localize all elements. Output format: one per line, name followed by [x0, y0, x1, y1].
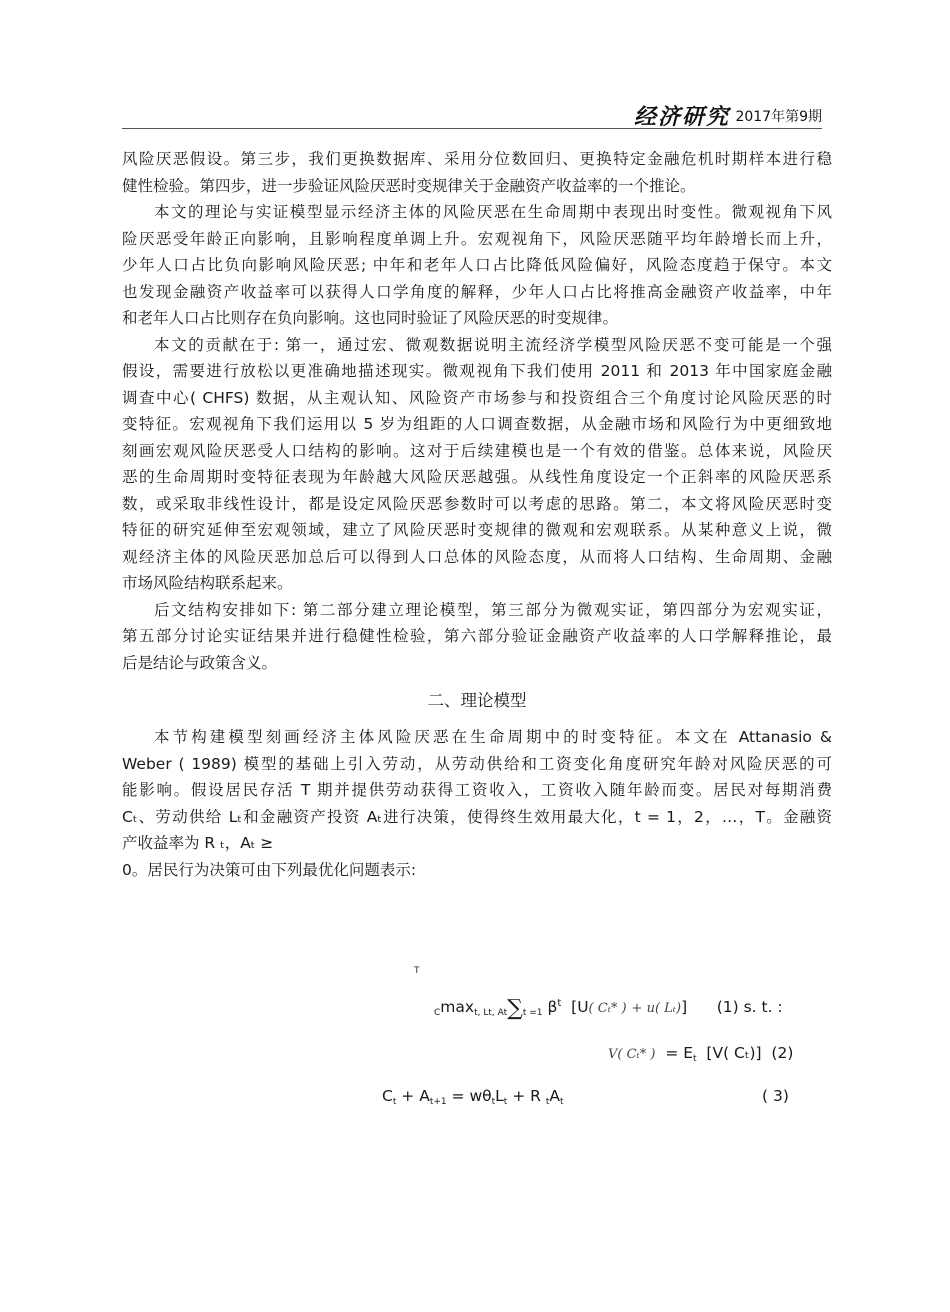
section-heading: 二、理论模型 [427, 691, 527, 710]
header-rule [122, 128, 822, 129]
text-line: 第五部分讨论实证结果并进行稳健性检验，第六部分验证金融资产收益率的人口学解释推论，最 [122, 627, 832, 645]
text-line: 0。居民行为决策可由下列最优化问题表示: [122, 860, 417, 879]
text-line: 健性检验。第四步，进一步验证风险厌恶时变规律关于金融资产收益率的一个推论。 [122, 176, 696, 195]
journal-name: 经济研究 [633, 104, 730, 130]
text-line: 调查中心( CHFS) 数据，从主观认知、风险资产市场参与和投资组合三个角度讨论风险厌恶的时 [122, 388, 832, 407]
text-line: 也发现金融资产收益率可以获得人口学角度的解释，少年人口占比将推高金融资产收益率，中年 [122, 282, 832, 301]
text-line: 产收益率为 R ₜ，Aₜ ≥ [122, 834, 274, 852]
eq1-beta-exponent: t [557, 997, 562, 1009]
text-line: 本文的理论与实证模型显示经济主体的风险厌恶在生命周期中表现出时变性。微观视角下风 [154, 203, 832, 221]
text-line: 险厌恶受年龄正向影响，且影响程度单调上升。宏观视角下，风险厌恶随平均年龄增长而上升， [122, 229, 832, 248]
equation-2 [608, 1044, 793, 1064]
paragraph-1 [122, 146, 832, 199]
eq3-a-sub: t+1 [429, 1097, 447, 1107]
eq2-sub: t [693, 1054, 697, 1064]
text-line: 数，或采取非线性设计，都是设定风险厌恶参数时可以考虑的思路。第二，本文将风险厌恶时变 [122, 494, 832, 513]
eq3-r: + R [507, 1087, 546, 1105]
text-line: Cₜ、劳动供给 Lₜ和金融资产投资 Aₜ进行决策，使得终生效用最大化，t = 1，2，…，T。金融资 [122, 807, 832, 826]
paragraph-4 [122, 597, 832, 677]
text-line: 变特征。宏观视角下我们运用以 5 岁为组距的人口调查数据，从金融市场和风险行为中更细致地 [122, 415, 832, 433]
text-line: 恶的生命周期时变特征表现为年龄越大风险厌恶越强。从线性角度设定一个正斜率的风险厌恶系 [122, 468, 832, 486]
equation-2-label: (2) [771, 1044, 794, 1062]
equation-1-upper-limit: T [414, 966, 420, 976]
text-line: Weber ( 1989) 模型的基础上引入劳动，从劳动供给和工资变化角度研究年龄对风险厌恶的可 [122, 754, 832, 773]
eq1-close: ] [681, 998, 688, 1016]
text-line: 风险厌恶假设。第三步，我们更换数据库、采用分位数回归、更换特定金融危机时期样本进行稳 [122, 150, 832, 168]
eq3-r-sub: t [545, 1097, 550, 1107]
text-line: 少年人口占比负向影响风险厌恶; 中年和老年人口占比降低风险偏好，风险态度趋于保守。本文 [122, 256, 832, 274]
article-body [122, 146, 832, 883]
text-line: 刻画宏观风险厌恶受人口结构的影响。这对于后续建模也是一个有效的借鉴。总体来说，风险厌 [122, 441, 832, 460]
text-line: 本节构建模型刻画经济主体风险厌恶在生命周期中的时变特征。本文在 Attanasio & [154, 728, 832, 746]
eq3-c: C [382, 1087, 393, 1105]
eq3-l-sub: t [503, 1097, 508, 1107]
equation-3-label: ( 3) [762, 1087, 789, 1105]
eq2-lhs: V( Cₜ* ) [608, 1047, 656, 1062]
sum-symbol: ∑ [507, 996, 523, 1021]
eq1-open: [U [571, 998, 589, 1016]
eq1-prefix: C [434, 1008, 441, 1018]
text-line: 市场风险结构联系起来。 [122, 574, 293, 592]
eq3-wtheta: = wθ [446, 1087, 492, 1105]
section-paragraph [122, 724, 832, 883]
paragraph-2 [122, 199, 832, 332]
eq1-beta: β [547, 998, 558, 1016]
text-line: 本文的贡献在于: 第一，通过宏、微观数据说明主流经济学模型风险厌恶不变可能是一个强 [154, 335, 832, 354]
eq1-plus-term: + u( Lₜ) [631, 1001, 682, 1016]
page-header [122, 100, 822, 130]
eq3-a2-sub: t [560, 1097, 564, 1107]
eq3-c-sub: t [392, 1097, 397, 1107]
equation-1-label: (1) s. t. : [716, 998, 783, 1016]
text-line: 后文结构安排如下: 第二部分建立理论模型，第三部分为微观实证，第四部分为宏观实证， [154, 600, 832, 619]
equation-1 [434, 996, 783, 1021]
eq1-sum-lower: t =1 [522, 1008, 543, 1018]
equation-3 [382, 1087, 564, 1107]
text-line: 后是结论与政策含义。 [122, 653, 278, 672]
paragraph-3 [122, 332, 832, 597]
text-line: 观经济主体的风险厌恶加总后可以得到人口总体的风险态度，从而将人口结构、生命周期、金融 [122, 547, 832, 566]
eq1-max: max [440, 998, 475, 1016]
eq3-a: + A [396, 1087, 430, 1105]
eq1-arg: ( Cₜ* ) [588, 1001, 627, 1016]
eq3-theta-sub: t [491, 1097, 496, 1107]
text-line: 能影响。假设居民存活 T 期并提供劳动获得工资收入，工资收入随年龄而变。居民对每期消费 [122, 781, 832, 799]
text-line: 假设，需要进行放松以更准确地描述现实。微观视角下我们使用 2011 和 2013 年中国家庭金融 [122, 362, 832, 380]
eq2-eq: = E [665, 1044, 694, 1062]
eq3-l: L [495, 1087, 504, 1105]
eq2-rhs: [V( Cₜ)] [706, 1044, 762, 1062]
eq3-a2: A [549, 1087, 561, 1105]
text-line: 和老年人口占比则存在负向影响。这也同时验证了风险厌恶的时变规律。 [122, 309, 619, 327]
text-line: 特征的研究延伸至宏观领域，建立了风险厌恶时变规律的微观和宏观联系。从某种意义上说，微 [122, 521, 832, 539]
eq1-max-subscripts: t, Lt, At [474, 1008, 508, 1018]
journal-issue: 2017年第9期 [735, 109, 822, 125]
